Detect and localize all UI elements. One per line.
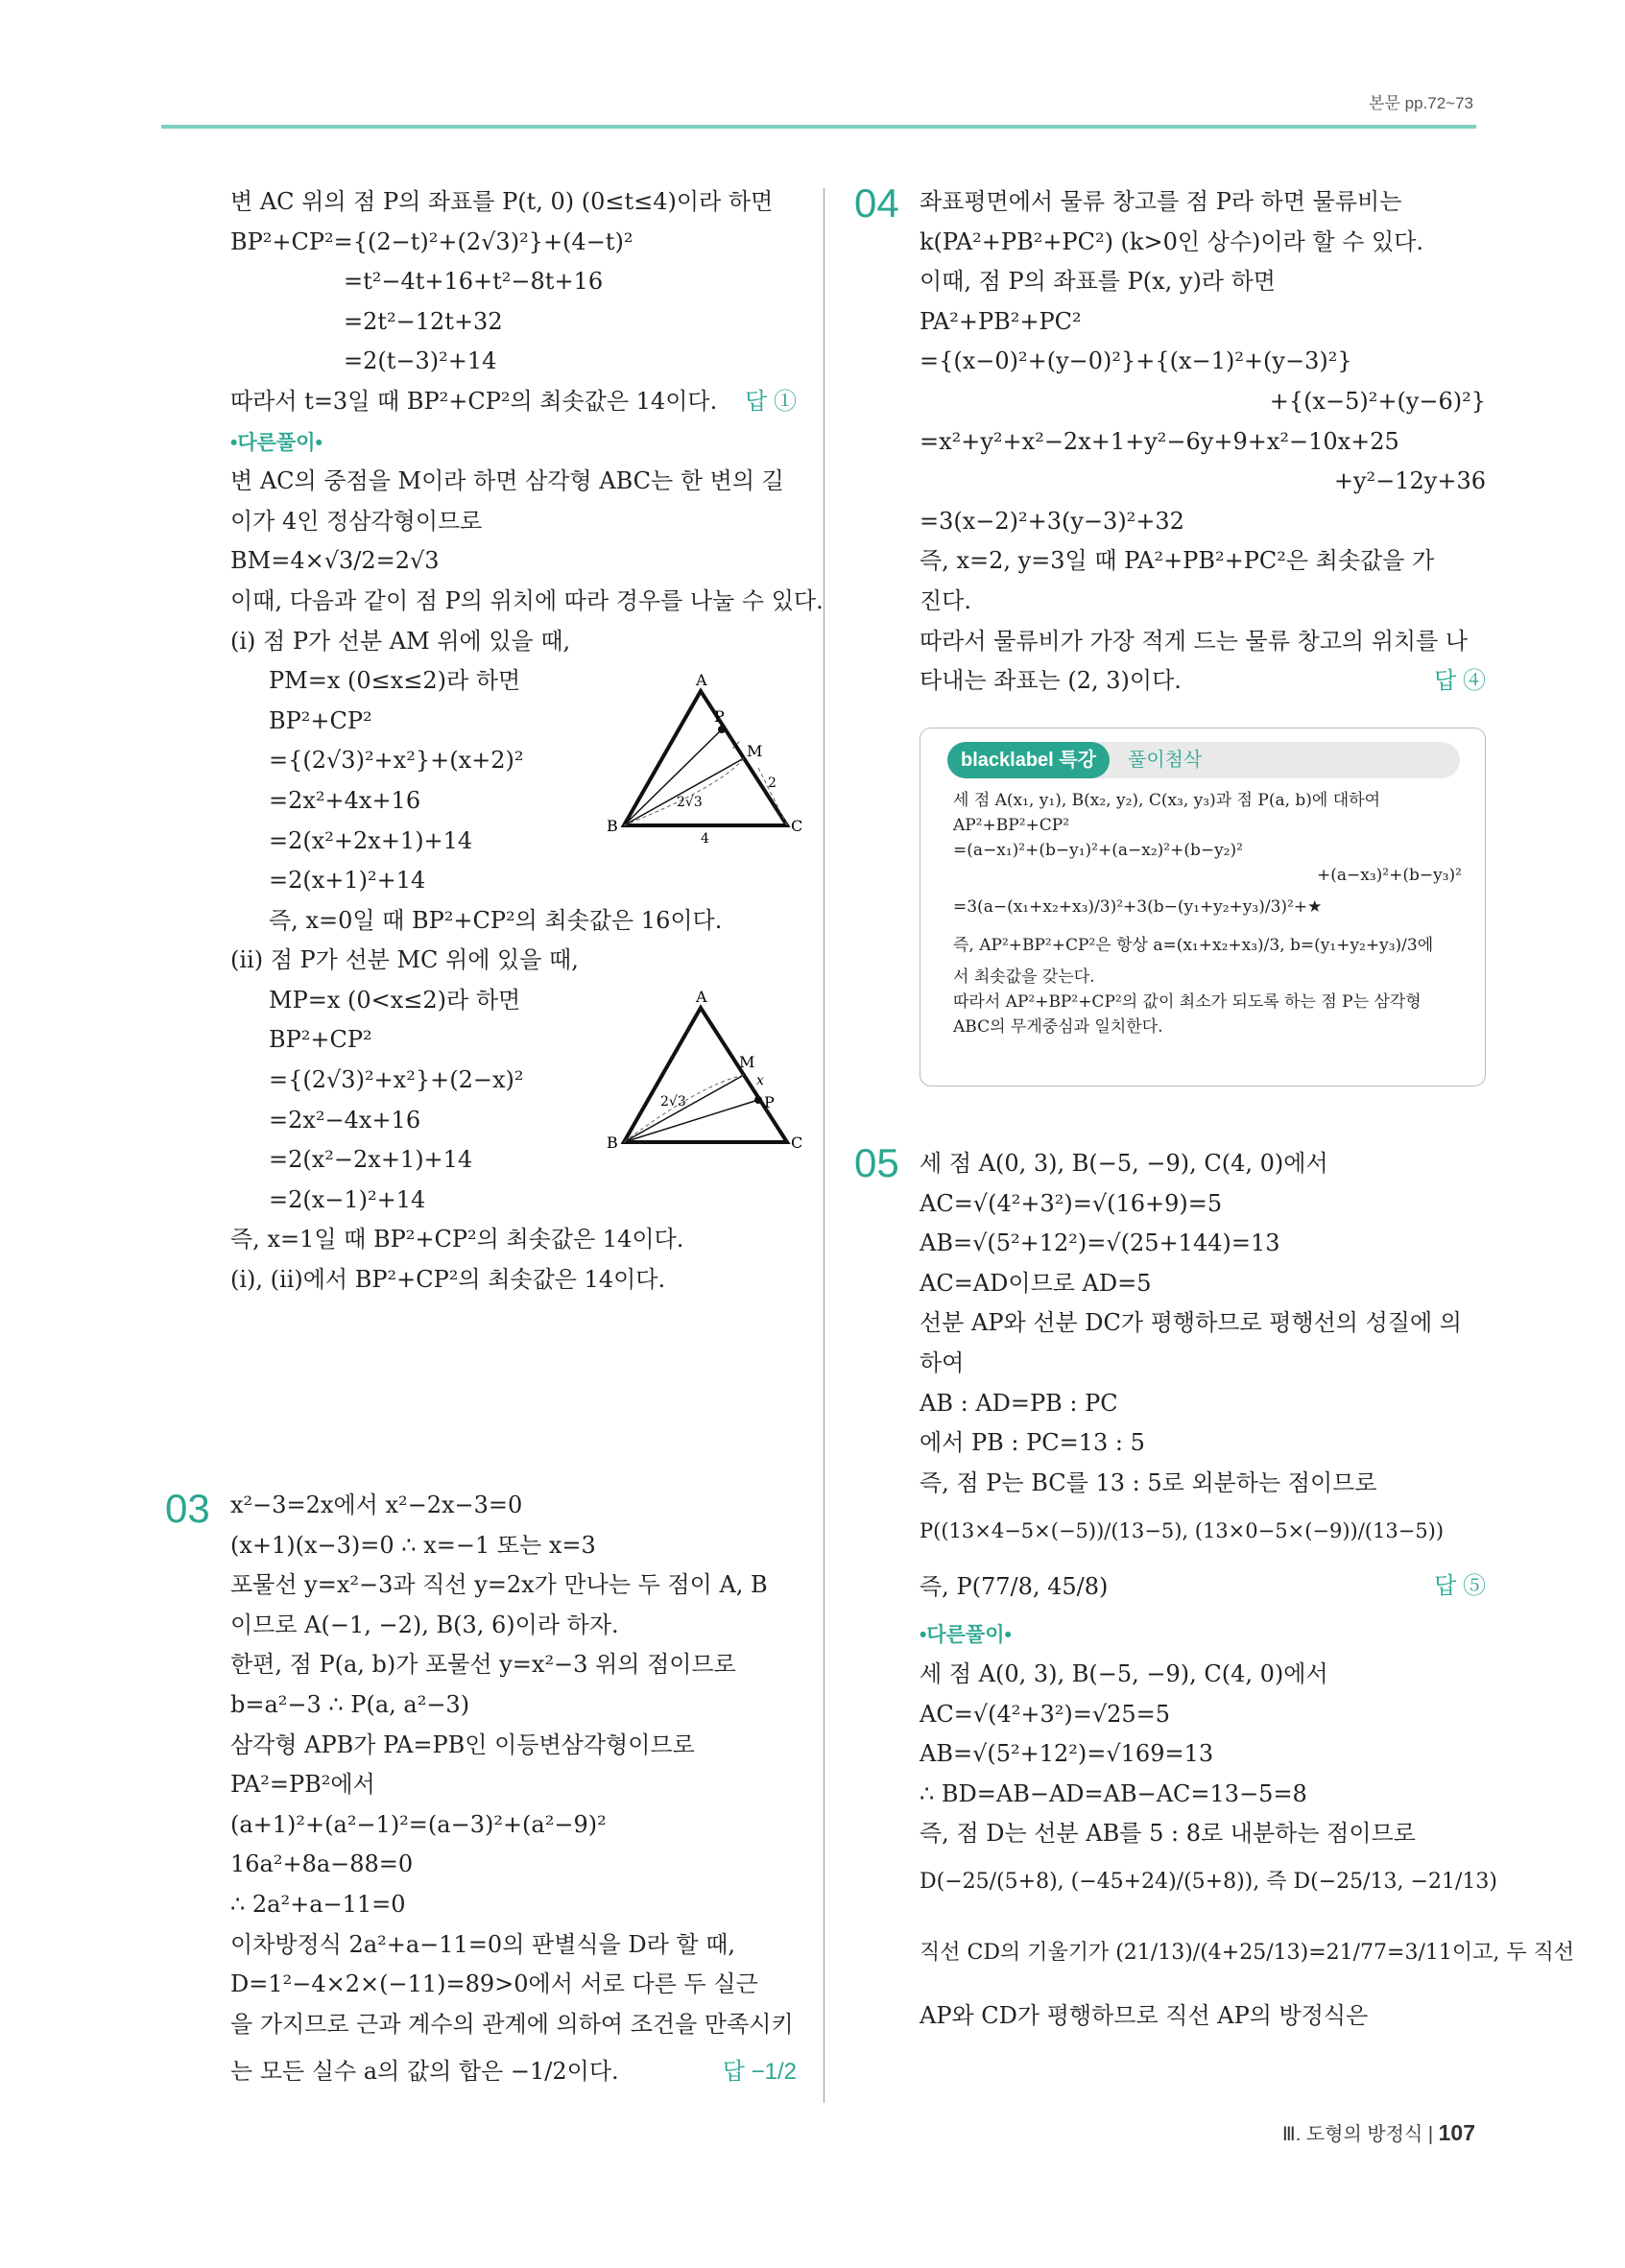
label-2root3: 2√3 [660,1094,686,1110]
text-line: (ⅰ), (ⅱ)에서 BP²+CP²의 최솟값은 14이다. [230,1266,666,1294]
math-line: ={(2√3)²+x²}+(x+2)² [269,747,524,775]
answer-label: 답 ⑤ [1434,1573,1486,1600]
math-line: (x+1)(x−3)=0 ∴ x=−1 또는 x=3 [230,1531,596,1559]
label-A: A [696,672,707,689]
alt-title: •다른풀이• [920,1624,1012,1647]
text-line: 진다. [920,586,971,614]
math-line: =x²+y²+x²−2x+1+y²−6y+9+x²−10x+25 [920,427,1399,455]
page-footer [1282,2118,1475,2146]
math-line: BM=4×√3/2=2√3 [230,547,440,575]
math-line: BP²+CP² [269,1026,372,1054]
text-line: 이때, 점 P의 좌표를 P(x, y)라 하면 [920,268,1276,296]
text-line: 을 가지므로 근과 계수의 관계에 의하여 조건을 만족시키 [230,2010,794,2038]
case-heading: (ⅱ) 점 P가 선분 MC 위에 있을 때, [230,946,579,974]
tip-line: 즉, AP²+BP²+CP²은 항상 a=(x₁+x₂+x₃)/3, b=(y₁+y₂+y₃)/3에 [953,936,1434,955]
math-line: =2x²−4x+16 [269,1106,421,1134]
text-line: 한편, 점 P(a, b)가 포물선 y=x²−3 위의 점이므로 [230,1651,736,1679]
tip-line: =3(a−(x₁+x₂+x₃)/3)²+3(b−(y₁+y₂+y₃)/3)²+★ [953,897,1323,917]
label-2: 2 [768,776,777,791]
text-line: 세 점 A(0, 3), B(−5, −9), C(4, 0)에서 [920,1659,1328,1687]
label-x: x [732,737,740,752]
text-line: 이때, 다음과 같이 점 P의 위치에 따라 경우를 나눌 수 있다. [230,586,824,614]
math-line: =2(t−3)²+14 [344,347,497,375]
tip-subtitle: 풀이첨삭 [1128,750,1203,771]
text-line: 즉, 점 D는 선분 AB를 5 : 8로 내분하는 점이므로 [920,1820,1416,1848]
answer-label: 답 −1/2 [722,2059,797,2086]
page-number: 107 [1438,2120,1475,2145]
label-2root3: 2√3 [677,795,703,810]
math-line: ={(2√3)²+x²}+(2−x)² [269,1066,524,1094]
text-line: 변 AC의 중점을 M이라 하면 삼각형 ABC는 한 변의 길 [230,467,784,495]
triangle-figure-1 [605,672,806,845]
math-line: MP=x (0<x≤2)라 하면 [269,986,521,1014]
math-line: =2x²+4x+16 [269,786,421,814]
tip-header [947,742,1460,778]
text-span: 타내는 좌표는 (2, 3)이다. [920,667,1182,695]
text-line: 삼각형 APB가 PA=PB인 이등변삼각형이므로 [230,1731,695,1758]
text-span: 따라서 t=3일 때 BP²+CP²의 최솟값은 14이다. [230,387,718,415]
label-C: C [791,817,803,835]
math-line: b=a²−3 ∴ P(a, a²−3) [230,1690,470,1718]
case-heading: (ⅰ) 점 P가 선분 AM 위에 있을 때, [230,627,571,655]
label-P: P [764,1093,775,1111]
math-line: =2(x²−2x+1)+14 [269,1146,473,1174]
text-line: 선분 AP와 선분 DC가 평행하므로 평행선의 성질에 의 [920,1309,1462,1337]
math-line: AC=√(4²+3²)=√(16+9)=5 [920,1189,1223,1217]
math-line: (a+1)²+(a²−1)²=(a−3)²+(a²−9)² [230,1810,607,1838]
math-line: ∴ BD=AB−AD=AB−AC=13−5=8 [920,1779,1307,1807]
text-line: 하여 [920,1349,965,1376]
text-line: 변 AC 위의 점 P의 좌표를 P(t, 0) (0≤t≤4)이라 하면 [230,188,774,215]
tip-body [953,788,1462,1039]
math-line: 직선 CD의 기울기가 (21/13)/(4+25/13)=21/77=3/11이고, 두 직선 [920,1940,1575,1965]
math-line: =t²−4t+16+t²−8t+16 [344,268,604,296]
tip-line: AP²+BP²+CP² [953,816,1070,835]
text-line: 좌표평면에서 물류 창고를 점 P라 하면 물류비는 [920,188,1402,215]
math-line: 16a²+8a−88=0 [230,1850,414,1878]
label-x: x [756,1073,764,1088]
text-line: 이므로 A(−1, −2), B(3, 6)이라 하자. [230,1611,619,1638]
problem-04-solution [920,182,1486,702]
tip-line: 따라서 AP²+BP²+CP²의 값이 최소가 되도록 하는 점 P는 삼각형 [953,992,1422,1012]
math-line: AB : AD=PB : PC [920,1389,1118,1417]
tip-line: =(a−x₁)²+(b−y₁)²+(a−x₂)²+(b−y₂)² [953,841,1243,860]
math-line: 에서 PB : PC=13 : 5 [920,1429,1145,1457]
alt-solution-heading [920,1614,1486,1655]
problem-03-solution [230,1486,797,2092]
text-line [230,2052,797,2092]
math-line: ∴ 2a²+a−11=0 [230,1890,406,1918]
problem-number-05: 05 [854,1140,899,1185]
tip-line: ABC의 무게중심과 일치한다. [953,1017,1163,1037]
text-span: 즉, P(77/8, 45/8) [920,1573,1109,1601]
text-line: 즉, 점 P는 BC를 13 : 5로 외분하는 점이므로 [920,1468,1377,1496]
math-line: PA²=PB²에서 [230,1771,375,1799]
text-line: AP와 CD가 평행하므로 직선 AP의 방정식은 [920,2001,1369,2029]
text-line: 즉, x=0일 때 BP²+CP²의 최솟값은 16이다. [269,906,723,934]
tip-line: 서 최솟값을 갖는다. [953,967,1095,987]
alt-solution-heading [230,422,797,463]
label-A: A [696,989,707,1006]
math-line [920,1559,1486,1614]
math-line: BP²+CP² [269,706,372,734]
math-line: PM=x (0≤x≤2)라 하면 [269,667,521,695]
math-line: =3(x−2)²+3(y−3)²+32 [920,507,1184,535]
label-M: M [739,1053,755,1071]
tip-tag: blacklabel 특강 [947,742,1110,778]
math-line: BP²+CP²={(2−t)²+(2√3)²}+(4−t)² [230,227,633,255]
math-line: =2t²−12t+32 [344,307,503,335]
math-line: P((13×4−5×(−5))/(13−5), (13×0−5×(−9))/(13−5)) [920,1519,1445,1543]
text-line: k(PA²+PB²+PC²) (k>0인 상수)이라 할 수 있다. [920,227,1424,255]
alt-title: •다른풀이• [230,431,323,454]
math-line: AC=AD이므로 AD=5 [920,1269,1152,1297]
label-P: P [714,707,725,726]
problem-05-solution [920,1144,1575,2037]
text-line: 따라서 물류비가 가장 적게 드는 물류 창고의 위치를 나 [920,627,1469,655]
text-span: 는 모든 실수 a의 값의 합은 −1/2이다. [230,2058,619,2086]
math-line: +{(x−5)²+(y−6)²} [1269,387,1486,415]
math-line: PA²+PB²+PC² [920,307,1082,335]
tip-line: 세 점 A(x₁, y₁), B(x₂, y₂), C(x₃, y₃)과 점 P(a, b)에 대하여 [953,791,1380,810]
blacklabel-tip-box [920,728,1486,1086]
math-line: AB=√(5²+12²)=√169=13 [920,1740,1214,1768]
problem-number-04: 04 [854,180,899,226]
text-line: 즉, x=1일 때 BP²+CP²의 최솟값은 14이다. [230,1226,684,1253]
math-line: =2(x+1)²+14 [269,867,426,895]
chapter-label: Ⅲ. 도형의 방정식 | [1281,2124,1434,2145]
text-line: 이가 4인 정삼각형이므로 [230,507,483,535]
math-line: =2(x²+2x+1)+14 [269,826,473,854]
math-line: AC=√(4²+3²)=√25=5 [920,1700,1171,1728]
header-rule [161,125,1476,129]
text-line: 포물선 y=x²−3과 직선 y=2x가 만나는 두 점이 A, B [230,1571,768,1599]
text-line [920,661,1486,702]
answer-label: 답 ① [745,388,797,415]
page-reference: 본문 pp.72~73 [1369,94,1473,112]
tip-line: +(a−x₃)²+(b−y₃)² [1317,866,1462,885]
label-B: B [607,817,618,835]
problem-number-03: 03 [165,1486,210,1531]
text-line: 이차방정식 2a²+a−11=0의 판별식을 D라 할 때, [230,1930,736,1958]
math-line: =2(x−1)²+14 [269,1185,426,1213]
label-4: 4 [701,831,709,845]
triangle-figure-2 [605,989,806,1161]
text-line: D=1²−4×2×(−11)=89>0에서 서로 다른 두 실근 [230,1970,758,1998]
label-C: C [791,1134,803,1152]
text-line: 즉, x=2, y=3일 때 PA²+PB²+PC²은 최솟값을 가 [920,547,1435,575]
text-line [230,382,797,422]
math-line: +y²−12y+36 [1333,467,1486,495]
answer-label: 답 ④ [1434,668,1486,695]
math-line: AB=√(5²+12²)=√(25+144)=13 [920,1229,1280,1257]
label-B: B [607,1134,618,1152]
text-line: 세 점 A(0, 3), B(−5, −9), C(4, 0)에서 [920,1150,1328,1177]
math-line: D(−25/(5+8), (−45+24)/(5+8)), 즉 D(−25/13, −21/13) [920,1869,1497,1894]
label-M: M [747,742,763,760]
math-line: x²−3=2x에서 x²−2x−3=0 [230,1492,523,1518]
math-line: ={(x−0)²+(y−0)²}+{(x−1)²+(y−3)²} [920,347,1352,375]
